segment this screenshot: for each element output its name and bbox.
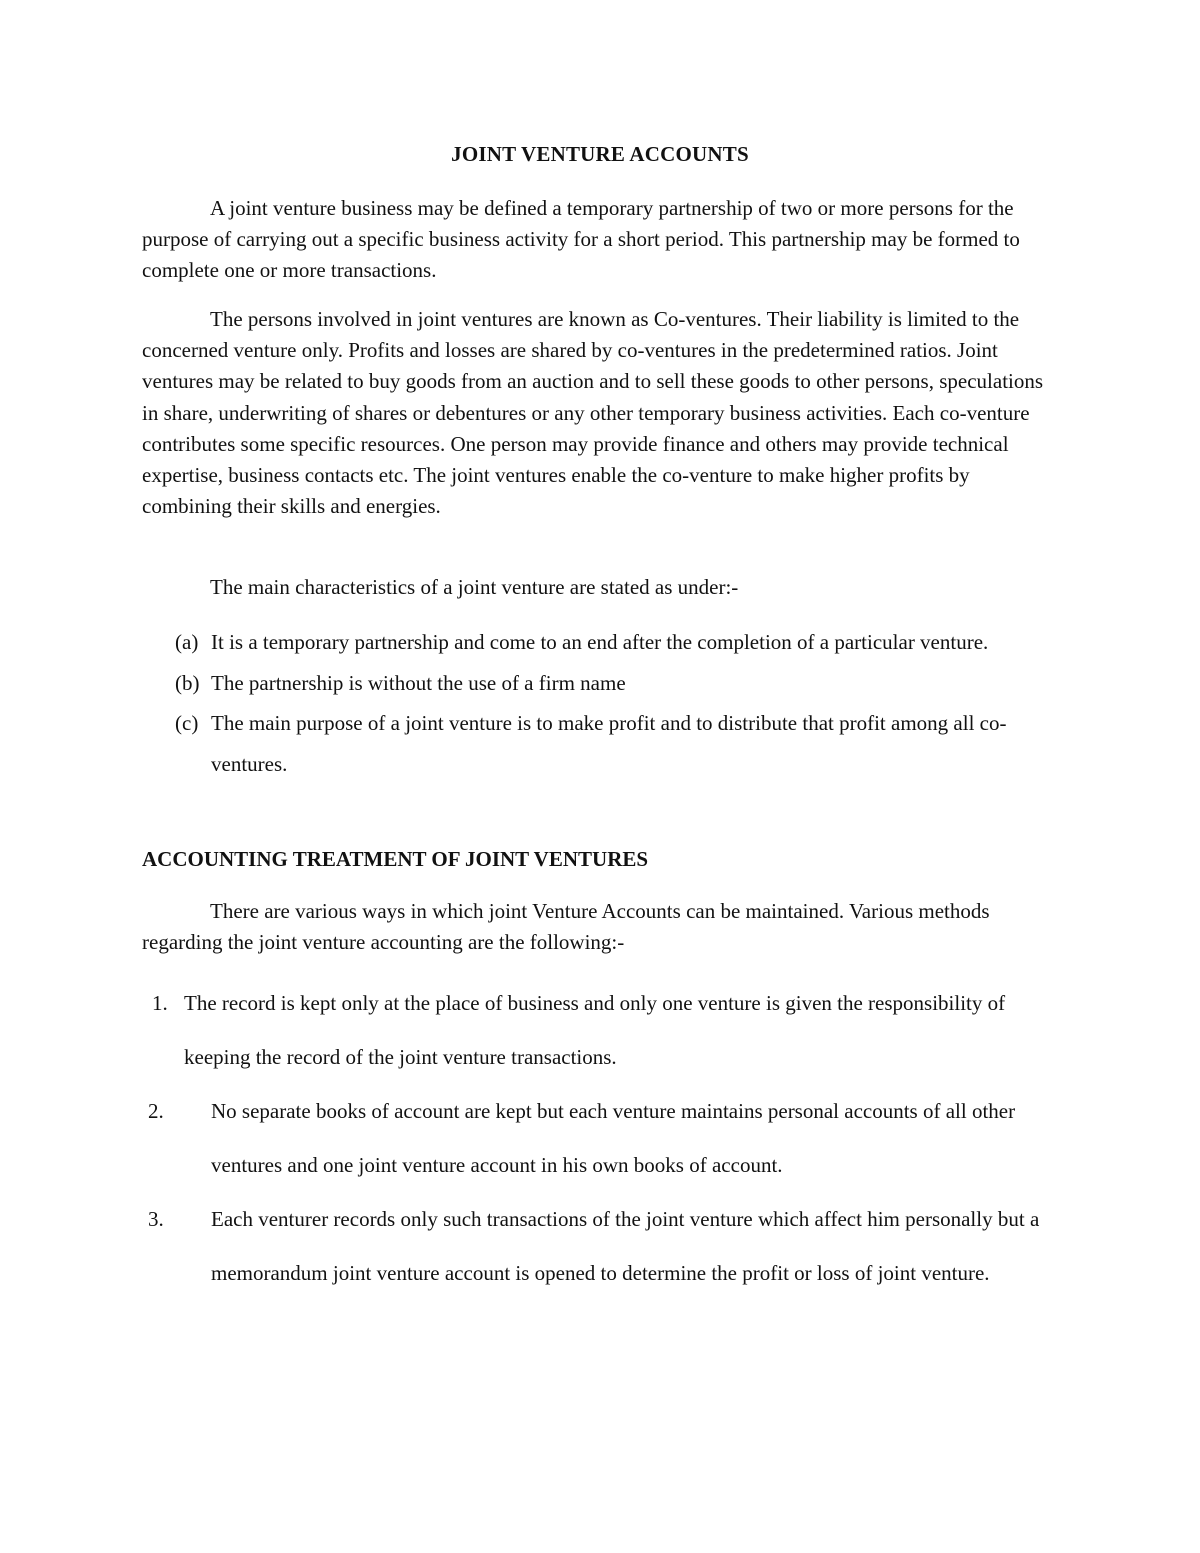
characteristics-list: [142, 622, 1060, 784]
list-item-text: The partnership is without the use of a firm name: [211, 670, 626, 695]
list-item-text: Each venturer records only such transactions of the joint venture which affect him personally but a memorandum joint venture account is opened to determine the profit or loss of joint venture.: [211, 1207, 1040, 1285]
list-item: [142, 703, 1060, 784]
list-marker: (a): [175, 630, 199, 654]
list-item-text: The record is kept only at the place of business and only one venture is given the responsibility of keeping the record of the joint venture transactions.: [184, 991, 1006, 1069]
characteristics-intro: The main characteristics of a joint venture are stated as under:-: [210, 575, 739, 599]
list-marker: 3.: [148, 1207, 164, 1231]
section-heading: ACCOUNTING TREATMENT OF JOINT VENTURES: [142, 847, 649, 871]
intro-paragraph: A joint venture business may be defined a temporary partnership of two or more persons for the purpose of carrying out a specific business activity for a short period. This partnership may be formed to complete one or more transactions.: [142, 196, 1020, 283]
document-title: JOINT VENTURE ACCOUNTS: [451, 142, 749, 166]
list-item: [142, 1084, 1072, 1192]
list-item-text: No separate books of account are kept but each venture maintains personal accounts of all other ventures and one joint venture account in his own books of account.: [211, 1099, 1016, 1177]
list-marker: (c): [175, 711, 199, 735]
list-item: [142, 1192, 1072, 1300]
list-item: [142, 663, 1060, 704]
list-marker: (b): [175, 670, 200, 695]
list-item-text: It is a temporary partnership and come to an end after the completion of a particular venture.: [211, 630, 989, 654]
list-marker: 2.: [148, 1099, 164, 1123]
list-item-text: The main purpose of a joint venture is to make profit and to distribute that profit among all co-ventures.: [211, 711, 1007, 776]
list-item: [142, 622, 1060, 663]
list-item: [142, 976, 1072, 1084]
methods-intro: There are various ways in which joint Venture Accounts can be maintained. Various methods regarding the joint venture accounting are the following:-: [142, 899, 990, 955]
list-marker: 1.: [152, 991, 168, 1015]
methods-list: [142, 976, 1072, 1300]
co-ventures-paragraph: The persons involved in joint ventures are known as Co-ventures. Their liability is limited to the concerned venture only. Profits and losses are shared by co-ventures in the predetermined ratios. Joint ventures may be related to buy goods from an auction and to sell these goods to other persons, speculations in share, underwriting of shares or debentures or any other temporary business activities. Each co-venture contributes some specific resources. One person may provide finance and others may provide technical expertise, business contacts etc. The joint ventures enable the co-venture to make higher profits by combining their skills and energies.: [142, 307, 1044, 519]
